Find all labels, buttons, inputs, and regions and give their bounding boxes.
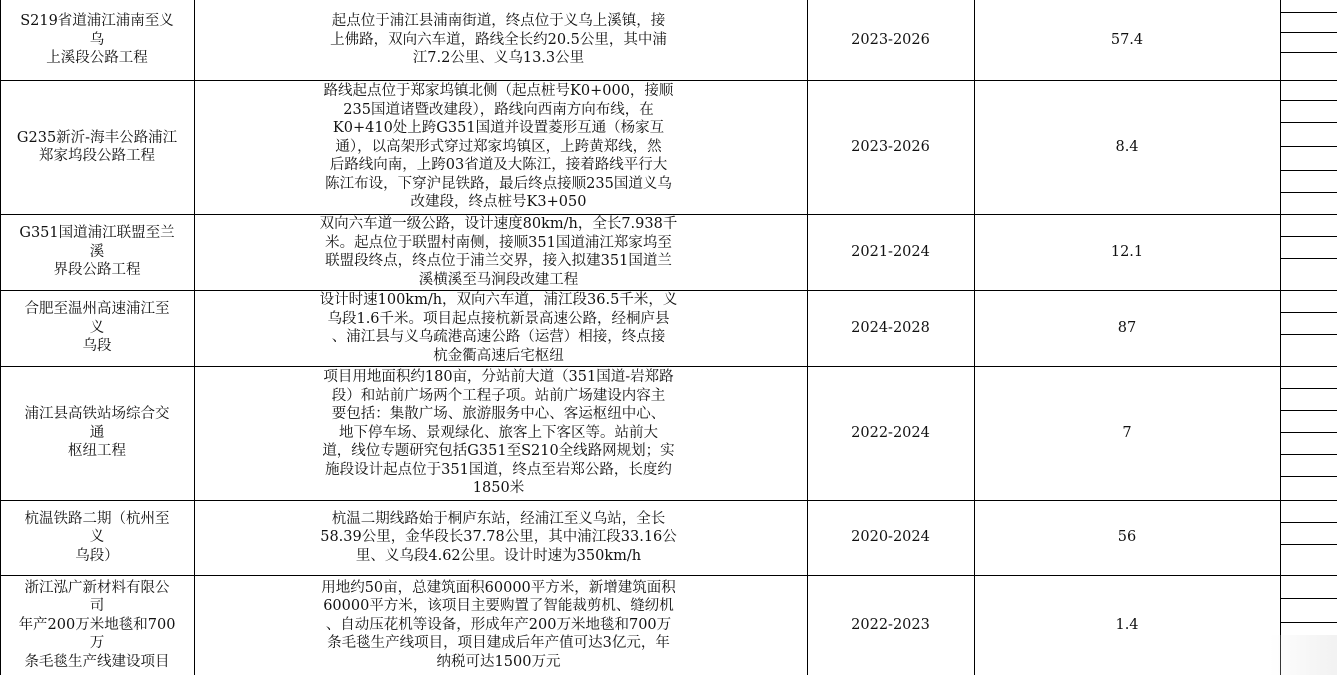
grid-line-horizontal — [1281, 80, 1337, 81]
table-row[interactable] — [0, 575, 1337, 675]
project-period-cell[interactable] — [807, 575, 974, 675]
grid-line-horizontal — [1281, 32, 1337, 33]
grid-line-vertical — [194, 0, 195, 675]
grid-line-horizontal — [1281, 522, 1337, 523]
project-name-cell[interactable] — [0, 366, 194, 500]
project-name-cell[interactable] — [0, 214, 194, 290]
corner-fade — [1270, 635, 1337, 675]
project-period-cell[interactable] — [807, 500, 974, 575]
grid-line-horizontal — [1281, 170, 1337, 171]
project-investment: 12.1 — [1110, 243, 1144, 260]
project-investment-cell[interactable] — [974, 214, 1280, 290]
grid-line-horizontal — [0, 290, 1280, 291]
grid-line-horizontal — [1281, 312, 1337, 313]
grid-line-horizontal — [1281, 214, 1337, 215]
project-investment: 87 — [1117, 319, 1137, 336]
grid-line-horizontal — [1281, 12, 1337, 13]
project-description-cell[interactable] — [194, 575, 807, 675]
project-name-cell[interactable] — [0, 290, 194, 366]
project-description-cell[interactable] — [194, 500, 807, 575]
project-name-cell[interactable] — [0, 500, 194, 575]
project-description-cell[interactable] — [194, 290, 807, 366]
project-investment: 57.4 — [1110, 31, 1144, 48]
grid-line-horizontal — [1281, 236, 1337, 237]
grid-line-vertical — [807, 0, 808, 675]
project-period-cell[interactable] — [807, 0, 974, 80]
project-period-cell[interactable] — [807, 80, 974, 214]
grid-line-horizontal — [1281, 410, 1337, 411]
grid-line-horizontal — [0, 366, 1280, 367]
project-period: 2022-2023 — [851, 616, 930, 633]
grid-line-horizontal — [1281, 258, 1337, 259]
project-name: 杭温铁路二期（杭州至 义 乌段） — [24, 510, 170, 564]
grid-line-horizontal — [0, 214, 1280, 215]
grid-line-horizontal — [1281, 100, 1337, 101]
grid-line-horizontal — [1281, 146, 1337, 147]
project-description: 双向六车道一级公路，设计速度80km/h，全长7.938千 米。起点位于联盟村南侧，接顺351国道浦江郑家坞至 联盟段终点，终点位于浦兰交界，接入拟建351国道兰 溪横溪至马涧段改建工程 — [319, 216, 678, 288]
grid-line-horizontal — [1281, 388, 1337, 389]
grid-line-horizontal — [1281, 366, 1337, 367]
grid-line-horizontal — [1281, 622, 1337, 623]
project-period: 2021-2024 — [851, 243, 930, 260]
project-period: 2023-2026 — [851, 31, 930, 48]
project-name: G235新沂-海丰公路浦江 郑家坞段公路工程 — [16, 129, 178, 164]
project-name-cell[interactable] — [0, 575, 194, 675]
grid-line-horizontal — [1281, 500, 1337, 501]
grid-line-horizontal — [1281, 192, 1337, 193]
grid-line-vertical — [0, 0, 1, 675]
project-investment: 1.4 — [1115, 616, 1139, 633]
project-period: 2022-2024 — [851, 424, 930, 441]
grid-line-horizontal — [1281, 334, 1337, 335]
table-row[interactable] — [0, 500, 1337, 575]
project-name: S219省道浦江浦南至义 乌 上溪段公路工程 — [20, 13, 174, 67]
grid-line-vertical — [974, 0, 975, 675]
table-row[interactable] — [0, 0, 1337, 80]
project-description: 起点位于浦江县浦南街道，终点位于义乌上溪镇，接 上佛路，双向六车道，路线全长约20.5公里，其中浦 江7.2公里、义乌13.3公里 — [330, 13, 667, 67]
project-description: 设计时速100km/h，双向六车道，浦江段36.5千米，义 乌段1.6千米。项目起点接杭新景高速公路，经桐庐县 、浦江县与义乌疏港高速公路（运营）相接，终点接 杭金衢高速后宅枢纽 — [319, 292, 678, 364]
project-investment-cell[interactable] — [974, 575, 1280, 675]
grid-line-horizontal — [1281, 52, 1337, 53]
grid-line-horizontal — [0, 500, 1280, 501]
project-description-cell[interactable] — [194, 0, 807, 80]
project-investment-cell[interactable] — [974, 0, 1280, 80]
project-investment: 56 — [1117, 529, 1137, 546]
grid-line-horizontal — [0, 575, 1280, 576]
project-period-cell[interactable] — [807, 214, 974, 290]
grid-line-horizontal — [1281, 476, 1337, 477]
table-row[interactable] — [0, 290, 1337, 366]
project-name-cell[interactable] — [0, 0, 194, 80]
project-investment-cell[interactable] — [974, 290, 1280, 366]
project-name: G351国道浦江联盟至兰 溪 界段公路工程 — [19, 225, 175, 279]
project-investment-cell[interactable] — [974, 366, 1280, 500]
project-description: 用地约50亩，总建筑面积60000平方米，新增建筑面积 60000平方米，该项目主要购置了智能裁剪机、缝纫机 、自动压花机等设备，形成年产200万米地毯和700万 条毛毯生产线项目，项目建成后年产值可达3亿元，年 纳税可达1500万元 — [321, 579, 676, 670]
grid-line-horizontal — [1281, 290, 1337, 291]
grid-line-horizontal — [1281, 544, 1337, 545]
project-description: 项目用地面积约180亩，分站前大道（351国道-岩郑路 段）和站前广场两个工程子项。站前广场建设内容主 要包括：集散广场、旅游服务中心、客运枢纽中心、 地下停车场、景观绿化、旅客上下客区等。站前大 道，线位专题研究包括G351至S210全线路网规划；实 施段设计起点位于351国道，终点至岩郑公路，长度约 1850米 — [322, 369, 675, 497]
grid-line-horizontal — [1281, 454, 1337, 455]
project-description-cell[interactable] — [194, 366, 807, 500]
project-period-cell[interactable] — [807, 290, 974, 366]
grid-line-horizontal — [1281, 598, 1337, 599]
project-period: 2024-2028 — [851, 319, 930, 336]
project-description: 路线起点位于郑家坞镇北侧（起点桩号K0+000，接顺 235国道诸暨改建段），路线向西南方向布线，在 K0+410处上跨G351国道并设置菱形互通（杨家互 通），以高架形式穿过郑家坞镇区，上跨黄郑线，然 后路线向南，上跨03省道及大陈江，接着路线平行大 陈江布设，下穿沪昆铁路，最后终点接顺235国道义乌 改建段，终点桩号K3+050 — [323, 83, 674, 211]
project-description: 杭温二期线路始于桐庐东站，经浦江至义乌站，全长 58.39公里，金华段长37.78公里，其中浦江段33.16公 里、义乌段4.62公里。设计时速为350km/h — [320, 510, 677, 564]
grid-line-horizontal — [1281, 432, 1337, 433]
project-investment: 8.4 — [1115, 138, 1139, 155]
project-name: 浦江县高铁站场综合交 通 枢纽工程 — [24, 406, 170, 460]
project-name: 浙江泓广新材料有限公 司 年产200万米地毯和700 万 条毛毯生产线建设项目 — [18, 579, 176, 670]
project-investment: 7 — [1122, 424, 1132, 441]
project-description-cell[interactable] — [194, 214, 807, 290]
project-description-cell[interactable] — [194, 80, 807, 214]
grid-line-horizontal — [1281, 122, 1337, 123]
grid-line-horizontal — [0, 80, 1280, 81]
project-investment-cell[interactable] — [974, 500, 1280, 575]
project-period: 2023-2026 — [851, 138, 930, 155]
project-name: 合肥至温州高速浦江至 义 乌段 — [24, 301, 170, 355]
table-row[interactable] — [0, 80, 1337, 214]
project-investment-cell[interactable] — [974, 80, 1280, 214]
grid-line-horizontal — [1281, 575, 1337, 576]
table-row[interactable] — [0, 366, 1337, 500]
project-period: 2020-2024 — [851, 529, 930, 546]
project-name-cell[interactable] — [0, 80, 194, 214]
grid-line-vertical — [1280, 0, 1281, 675]
table-row[interactable] — [0, 214, 1337, 290]
project-period-cell[interactable] — [807, 366, 974, 500]
